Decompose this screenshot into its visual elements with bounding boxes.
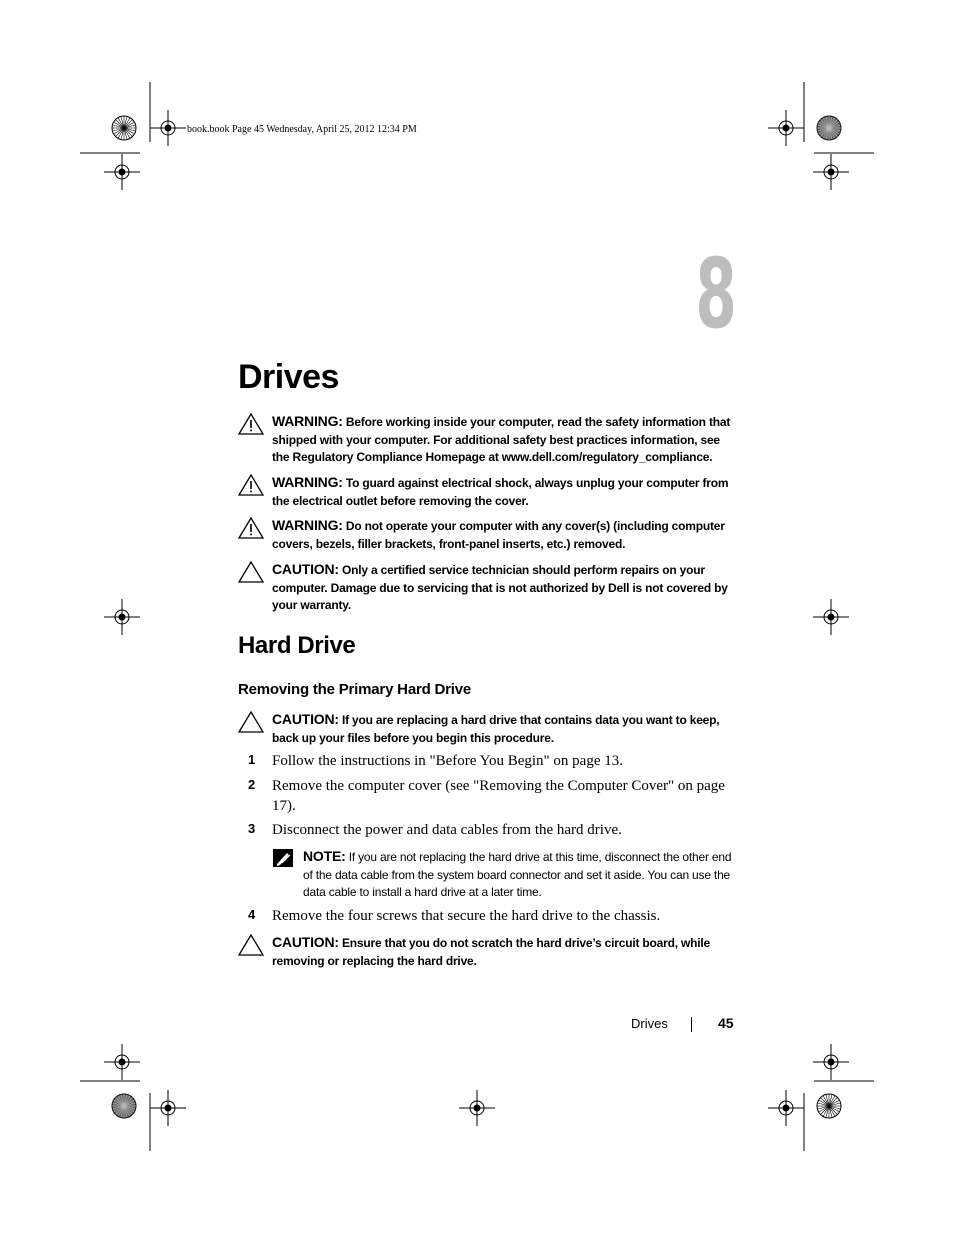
step-number: 3 (248, 821, 256, 836)
step-text: Remove the four screws that secure the hard drive to the chassis. (272, 908, 661, 924)
notice-label: WARNING: (272, 413, 343, 429)
step-number: 1 (248, 752, 256, 767)
notice-label: WARNING: (272, 474, 343, 490)
step-item (248, 751, 738, 771)
step-text: Remove the computer cover (see "Removing the Computer Cover" on page 17). (272, 778, 725, 814)
note-box (272, 848, 742, 902)
crosshair-dot (783, 125, 790, 132)
warning-notice (238, 517, 738, 553)
step-text: Follow the instructions in "Before You Begin" on page 13. (272, 753, 623, 769)
step-item (248, 776, 738, 816)
caution-triangle-icon (238, 934, 264, 956)
step-number: 2 (248, 777, 256, 792)
warning-notice (238, 474, 738, 510)
step-number: 4 (248, 907, 256, 922)
notice-label: CAUTION: (272, 711, 339, 727)
crosshair-dot (828, 1059, 835, 1066)
caution-triangle-icon (238, 561, 264, 583)
warning-triangle-icon (238, 413, 264, 435)
step-item (248, 906, 738, 926)
caution-notice (238, 561, 738, 615)
notice-label: CAUTION: (272, 934, 339, 950)
note-text: If you are not replacing the hard drive at this time, disconnect the other end of the data cable from the system board connector and set it aside. You can use the data cable to install a hard drive at a later time. (303, 850, 732, 899)
crosshair-dot (119, 614, 126, 621)
note-label: NOTE: (303, 848, 346, 864)
crosshair-dot (165, 1105, 172, 1112)
caution-notice (238, 711, 738, 747)
crosshair-dot (474, 1105, 481, 1112)
page-number: 45 (718, 1015, 734, 1031)
notice-text: Ensure that you do not scratch the hard drive’s circuit board, while removing or replacing the hard drive. (272, 936, 711, 968)
crosshair-dot (165, 125, 172, 132)
crosshair-dot (828, 614, 835, 621)
footer-divider (691, 1017, 692, 1032)
crosshair-dot (119, 169, 126, 176)
crosshair-dot (783, 1105, 790, 1112)
subsection-title: Removing the Primary Hard Drive (238, 681, 472, 698)
footer-chapter-label: Drives (631, 1016, 668, 1031)
crosshair-dot (119, 1059, 126, 1066)
step-text: Disconnect the power and data cables from the hard drive. (272, 822, 622, 838)
notice-text: Only a certified service technician should perform repairs on your computer. Damage due to servicing that is not authorized by Dell is not covered by your warranty. (272, 563, 728, 612)
notice-text: If you are replacing a hard drive that contains data you want to keep, back up your files before you begin this procedure. (272, 713, 720, 745)
section-title: Hard Drive (238, 632, 356, 659)
warning-triangle-icon (238, 517, 264, 539)
notice-text: Before working inside your computer, read the safety information that shipped with your computer. For additional safety best practices information, see the Regulatory Compliance Homepage at www.dell.com/regulatory_compliance. (272, 415, 731, 464)
chapter-title: Drives (238, 358, 339, 396)
chapter-number: 8 (695, 238, 737, 350)
notice-label: WARNING: (272, 517, 343, 533)
caution-notice (238, 934, 738, 970)
print-header: book.book Page 45 Wednesday, April 25, 2012 12:34 PM (187, 124, 417, 135)
crosshair-dot (828, 169, 835, 176)
note-pencil-icon (272, 848, 294, 868)
warning-notice (238, 413, 738, 467)
notice-text: To guard against electrical shock, always unplug your computer from the electrical outlet before removing the cover. (272, 476, 729, 508)
caution-triangle-icon (238, 711, 264, 733)
warning-triangle-icon (238, 474, 264, 496)
notice-label: CAUTION: (272, 561, 339, 577)
step-item (248, 820, 738, 840)
notice-text: Do not operate your computer with any cover(s) (including computer covers, bezels, filler brackets, front-panel inserts, etc.) removed. (272, 519, 725, 551)
